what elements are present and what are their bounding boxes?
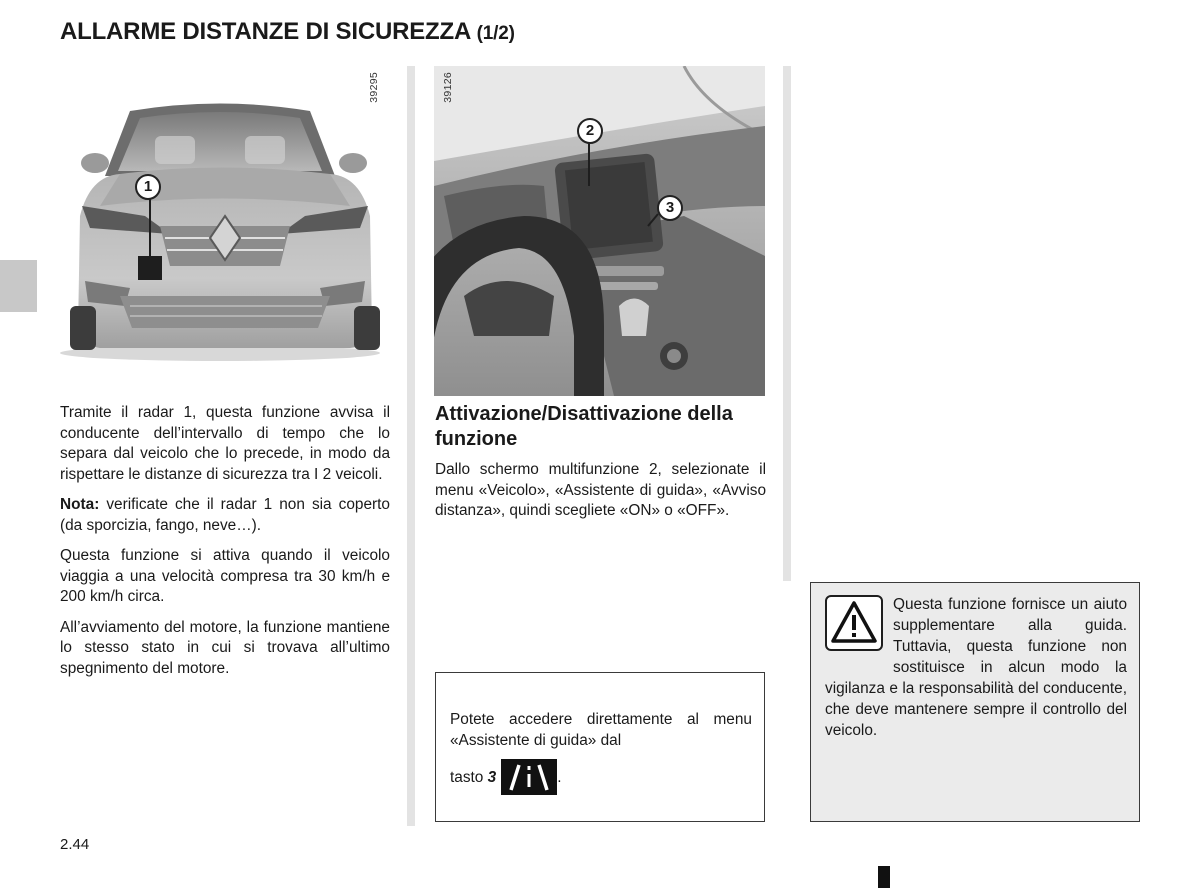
middle-column [435, 402, 766, 532]
marker-screen: 2 [577, 118, 603, 144]
title-suffix: (1/2) [476, 23, 515, 44]
callout-text [450, 709, 752, 795]
warning-text-wrap [825, 594, 1127, 741]
paragraph-nota [60, 495, 390, 536]
paragraph-radar-intro: Tramite il radar 1, questa funzione avvisa il conducente dell’intervallo di tempo che lo separa dal veicolo che lo precede, in modo da rispettare le distanze di sicurezza tra I 2 veicoli. [60, 404, 390, 483]
column-divider-right [783, 66, 791, 581]
activation-text-block [435, 460, 766, 522]
marker-radar: 1 [135, 174, 161, 200]
callout-end: . [557, 768, 562, 786]
section-heading-activation: Attivazione/Disattivazione della funzione [435, 403, 733, 450]
dashboard-illustration [434, 66, 765, 396]
paragraph-engine-start: All’avviamento del motore, la funzione mantiene lo stesso stato in cui si trovava all’ultimo spegnimento del motore. [60, 618, 390, 677]
page-edge-marker [878, 866, 890, 888]
page-number: 2.44 [60, 836, 90, 853]
lane-assist-key-icon [501, 759, 557, 795]
callout-key-prefix: tasto [450, 768, 484, 786]
warning-text: Questa funzione fornisce un aiuto supplementare alla guida. Tuttavia, questa funzione non sostituisce in alcun modo la vigilanza e la responsabilità del conducente, che deve mantenere sempre il controllo del veicolo. [825, 596, 1127, 739]
section-tab [0, 260, 37, 312]
left-column-text [60, 403, 390, 689]
column-divider-left [407, 66, 415, 826]
callout-key-line [450, 759, 752, 795]
shortcut-callout [435, 672, 765, 822]
car-front-illustration [60, 66, 390, 366]
marker-button: 3 [657, 195, 683, 221]
page-title [60, 18, 515, 46]
radar-block [138, 256, 162, 280]
paragraph-menu-path: Dallo schermo multifunzione 2, selezionate il menu «Veicolo», «Assistente di guida», «Avviso distanza», quindi scegliete «ON» o «OFF». [435, 461, 766, 519]
figure-code-right: 39126 [442, 72, 454, 103]
dashboard-drawing [434, 66, 765, 396]
nota-label: Nota: [60, 496, 100, 513]
callout-key-ref: 3 [487, 768, 497, 786]
callout-sentence: Potete accedere direttamente al menu «Assistente di guida» dal [450, 711, 752, 749]
paragraph-speed-range: Questa funzione si attiva quando il veicolo viaggia a una velocità compresa tra 30 km/h e 200 km/h circa. [60, 547, 390, 605]
car-front-drawing [60, 66, 390, 366]
figure-code-left: 39295 [368, 72, 380, 103]
nota-text: verificate che il radar 1 non sia coperto (da sporcizia, fango, neve…). [60, 496, 390, 534]
warning-box [810, 582, 1140, 822]
title-text: ALLARME DISTANZE DI SICUREZZA [60, 18, 471, 45]
